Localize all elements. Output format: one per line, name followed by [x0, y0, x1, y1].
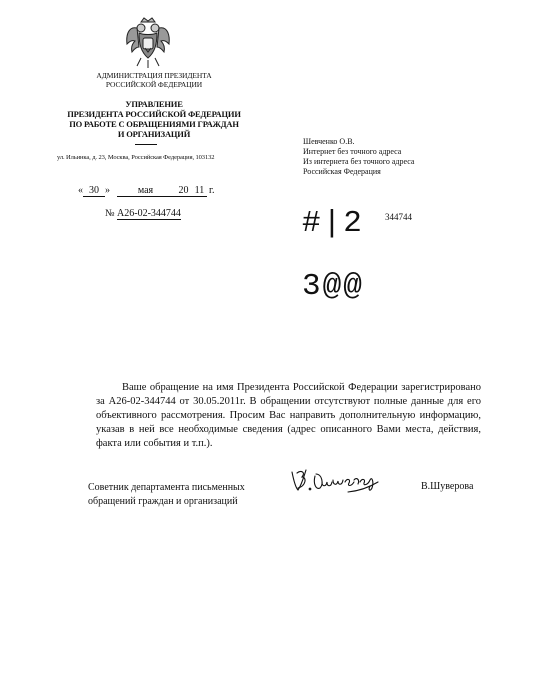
- administration-title: [70, 71, 238, 89]
- stamp-number: 344744: [385, 212, 412, 222]
- sender-address: ул. Ильинка, д. 23, Москва, Российская Федерация, 103132: [57, 154, 215, 161]
- recipient-line: Российская Федерация: [303, 167, 381, 176]
- stamp-code: #|2: [302, 206, 364, 241]
- date-year-prefix: 20: [175, 186, 193, 197]
- date-month: мая: [117, 186, 175, 197]
- signer-position-line: Советник департамента письменных: [88, 482, 245, 493]
- date-close-quote: »: [105, 185, 110, 196]
- date-day: 30: [83, 186, 105, 197]
- coat-of-arms-icon: [124, 14, 172, 70]
- number-sign: №: [105, 208, 115, 219]
- signer-position: [88, 481, 288, 509]
- registration-value: А26-02-344744: [117, 208, 181, 219]
- department-line: УПРАВЛЕНИЕ: [125, 99, 183, 109]
- recipient-line: Интернет без точного адреса: [303, 147, 402, 156]
- department-line: ПРЕЗИДЕНТА РОССИЙСКОЙ ФЕДЕРАЦИИ: [67, 109, 241, 119]
- recipient-line: Шевченко О.В.: [303, 137, 355, 146]
- department-line: И ОРГАНИЗАЦИЙ: [117, 129, 191, 139]
- administration-line: АДМИНИСТРАЦИЯ ПРЕЗИДЕНТА: [96, 71, 212, 80]
- administration-line: РОССИЙСКОЙ ФЕДЕРАЦИИ: [105, 80, 203, 89]
- registration-number: [105, 208, 181, 219]
- department-line: ПО РАБОТЕ С ОБРАЩЕНИЯМИ ГРАЖДАН: [69, 119, 239, 129]
- handwritten-signature: [288, 464, 383, 498]
- divider: [135, 144, 157, 145]
- signer-name: В.Шуверова: [421, 481, 474, 492]
- department-title: [56, 99, 252, 139]
- date-year-suffix: г.: [209, 185, 215, 196]
- signer-position-line: обращений граждан и организаций: [88, 496, 238, 507]
- date-open-quote: «: [78, 185, 83, 196]
- letter-body: Ваше обращение на имя Президента Российской Федерации зарегистрировано за А26-02-344744 от 30.05.2011г. В обращении отсутствуют полные данные для его объективного рассмотрения. Просим Вас направить дополнительную информацию, указав в ней все необходимые сведения (адрес описанного Вами места, действия, факта или события и т.п.).: [96, 382, 481, 449]
- stamp-mark: 3@@: [302, 269, 364, 304]
- recipient-line: Из интернета без точного адреса: [303, 157, 415, 166]
- recipient-block: [303, 137, 463, 177]
- date-year: 11: [193, 186, 207, 197]
- document-date: [78, 185, 214, 197]
